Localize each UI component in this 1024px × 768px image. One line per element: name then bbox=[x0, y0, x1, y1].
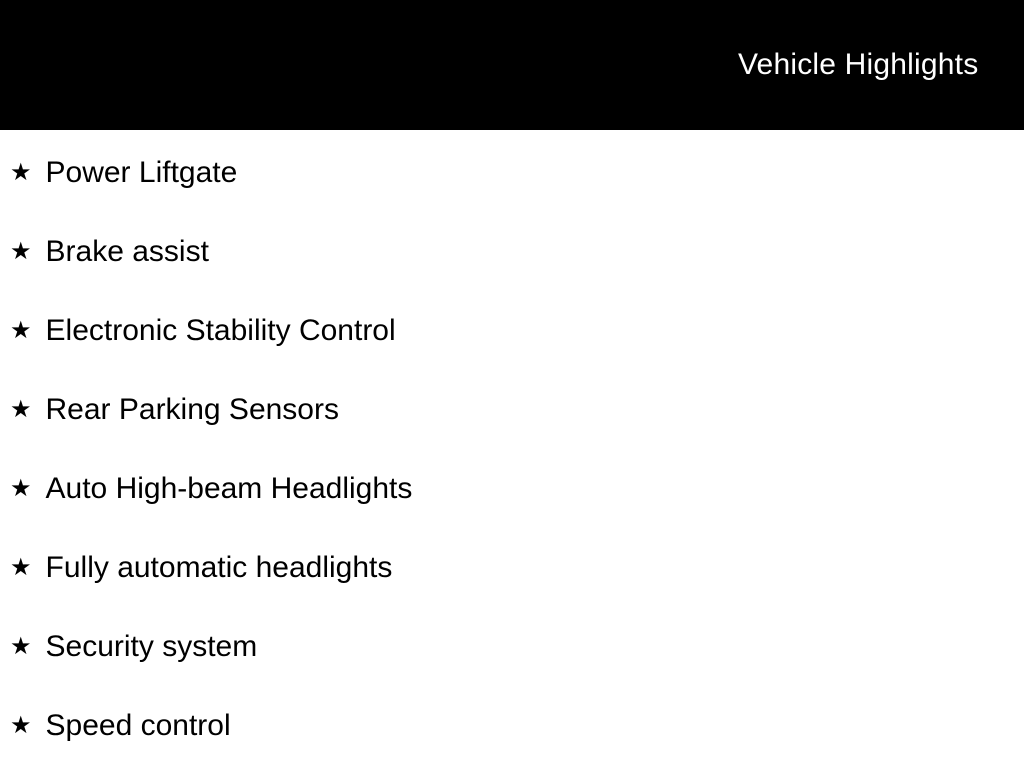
feature-label: Electronic Stability Control bbox=[45, 313, 396, 347]
list-item bbox=[0, 686, 1024, 765]
list-item bbox=[0, 133, 1024, 212]
feature-label: Fully automatic headlights bbox=[45, 550, 393, 584]
list-item bbox=[0, 291, 1024, 370]
star-icon: ★ bbox=[10, 552, 32, 581]
star-icon: ★ bbox=[10, 473, 32, 502]
page-title: Vehicle Highlights bbox=[738, 48, 979, 81]
feature-label: Brake assist bbox=[45, 234, 209, 268]
list-item bbox=[0, 449, 1024, 528]
star-icon: ★ bbox=[10, 315, 32, 344]
feature-label: Rear Parking Sensors bbox=[45, 392, 339, 426]
star-icon: ★ bbox=[10, 631, 32, 660]
star-icon: ★ bbox=[10, 394, 32, 423]
star-icon: ★ bbox=[10, 236, 32, 265]
star-icon: ★ bbox=[10, 157, 32, 186]
list-item bbox=[0, 212, 1024, 291]
header-bar bbox=[0, 0, 1024, 130]
list-item bbox=[0, 528, 1024, 607]
feature-label: Security system bbox=[45, 629, 258, 663]
list-item bbox=[0, 370, 1024, 449]
list-item bbox=[0, 607, 1024, 686]
star-icon: ★ bbox=[10, 710, 32, 739]
feature-list bbox=[0, 130, 1024, 765]
feature-label: Auto High-beam Headlights bbox=[45, 471, 413, 505]
feature-label: Speed control bbox=[45, 708, 231, 742]
feature-label: Power Liftgate bbox=[45, 155, 238, 189]
